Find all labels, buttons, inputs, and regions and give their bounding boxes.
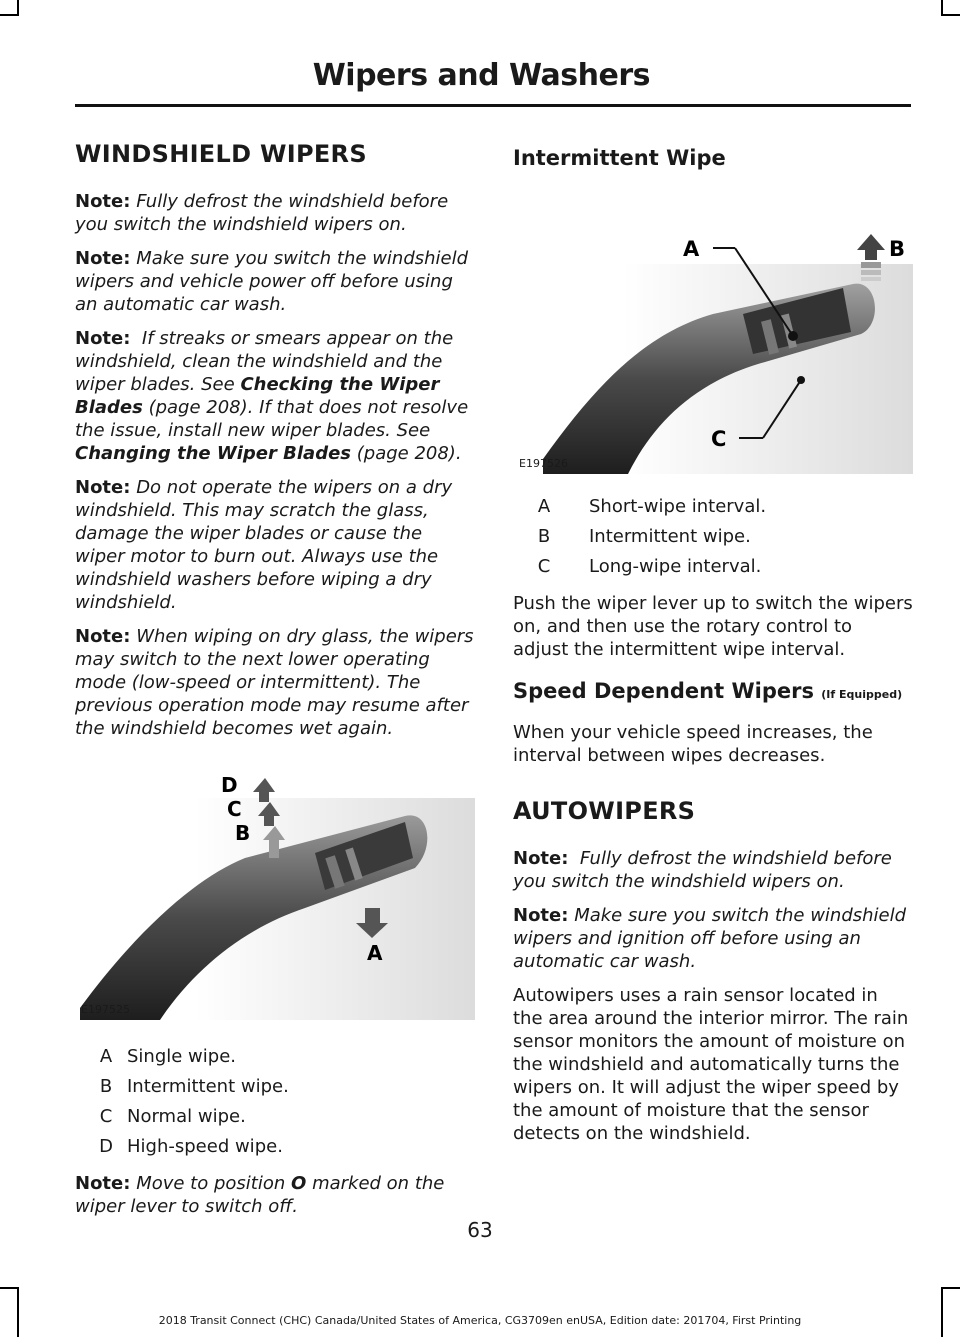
subheading-text: Speed Dependent Wipers <box>513 679 814 703</box>
note-text: marked on the wiper lever to switch off. <box>75 1173 445 1217</box>
legend-key: C <box>99 1106 113 1127</box>
position-o-label: O <box>291 1173 307 1194</box>
crop-mark <box>941 0 943 16</box>
note-text: When wiping on dry glass, the wipers may switch to the next lower operating mode (low-speed or intermittent). The previous operation mode may resume after the windshield becomes wet again. <box>75 626 474 739</box>
legend-text: High-speed wipe. <box>127 1136 283 1157</box>
note-label: Note: <box>75 1173 131 1194</box>
left-column <box>75 140 475 1229</box>
legend-text: Intermittent wipe. <box>127 1076 289 1097</box>
legend-row <box>513 552 913 582</box>
legend-table <box>513 492 913 582</box>
callout-d: D <box>221 773 238 797</box>
legend-row <box>513 492 913 522</box>
note-text: Move to position <box>136 1173 286 1194</box>
note-paragraph <box>75 1172 475 1218</box>
note-label: Note: <box>75 191 131 212</box>
callout-c: C <box>227 797 242 821</box>
body-paragraph: When your vehicle speed increases, the interval between wipes decreases. <box>513 722 873 766</box>
cross-reference-link[interactable]: Checking the Wiper Blades <box>75 374 440 418</box>
legend-row <box>513 522 913 552</box>
crop-mark <box>0 1287 18 1289</box>
legend-text: Single wipe. <box>127 1046 237 1067</box>
note-label: Note: <box>513 848 569 869</box>
crop-mark <box>0 14 18 16</box>
note-paragraph <box>75 327 475 465</box>
wiper-lever-figure <box>75 758 475 1020</box>
note-text: Fully defrost the windshield before you switch the windshield wipers on. <box>75 191 449 235</box>
legend-key: C <box>537 556 551 577</box>
note-text: (page 208). If that does not resolve the issue, install new wiper blades. See <box>75 397 469 441</box>
callout-b: B <box>235 821 251 845</box>
note-text: Do not operate the wipers on a dry windshield. This may scratch the glass, damage the wiper blades or cause the wiper motor to burn out. Always use the windshield washers before wiping a dry windshield. <box>75 477 453 613</box>
legend-key: D <box>99 1136 113 1157</box>
section-heading-windshield-wipers: WINDSHIELD WIPERS <box>75 140 367 168</box>
body-paragraph: Push the wiper lever up to switch the wipers on, and then use the rotary control to adjust the intermittent wipe interval. <box>513 593 913 660</box>
subheading-speed-dependent-wipers <box>513 679 913 703</box>
cross-reference-link[interactable]: Changing the Wiper Blades <box>75 443 352 464</box>
note-label: Note: <box>75 248 131 269</box>
legend-key: A <box>537 496 551 517</box>
note-paragraph <box>513 904 913 973</box>
header-rule <box>75 104 911 107</box>
page-footer: 2018 Transit Connect (CHC) Canada/United States of America, CG3709en enUSA, Edition date: 201704, First Printing <box>158 1314 802 1327</box>
crop-mark <box>17 0 19 16</box>
note-paragraph <box>75 625 475 740</box>
crop-mark <box>941 1287 943 1337</box>
legend-text: Intermittent wipe. <box>589 526 751 547</box>
note-label: Note: <box>75 626 131 647</box>
legend-row <box>75 1042 475 1072</box>
note-paragraph <box>75 476 475 614</box>
intermittent-wipe-figure <box>513 184 913 474</box>
wiper-lever-illustration <box>75 758 475 1020</box>
note-label: Note: <box>75 477 131 498</box>
callout-a: A <box>683 237 700 261</box>
note-label: Note: <box>513 905 569 926</box>
subheading-intermittent-wipe: Intermittent Wipe <box>513 146 726 170</box>
note-paragraph <box>513 847 913 893</box>
subheading-suffix: (If Equipped) <box>821 688 903 701</box>
figure-code: E197525 <box>81 1003 130 1016</box>
section-heading-autowipers: AUTOWIPERS <box>513 797 696 825</box>
legend-text: Long-wipe interval. <box>589 556 762 577</box>
crop-mark <box>17 1287 19 1337</box>
legend-key: A <box>99 1046 113 1067</box>
crop-mark <box>942 14 960 16</box>
page-header-title: Wipers and Washers <box>312 58 650 93</box>
legend-key: B <box>99 1076 113 1097</box>
note-text: Make sure you switch the windshield wipers and vehicle power off before using an automatic car wash. <box>75 248 469 315</box>
legend-text: Normal wipe. <box>127 1106 246 1127</box>
legend-table <box>75 1042 475 1162</box>
callout-a: A <box>367 941 383 965</box>
note-paragraph <box>75 190 475 236</box>
legend-key: B <box>537 526 551 547</box>
callout-b: B <box>889 237 906 261</box>
figure-code: E197526 <box>519 457 568 470</box>
note-paragraph <box>75 247 475 316</box>
note-text: (page 208). <box>356 443 462 464</box>
page-number: 63 <box>467 1218 493 1242</box>
note-label: Note: <box>75 328 131 349</box>
legend-text: Short-wipe interval. <box>589 496 767 517</box>
note-text: Make sure you switch the windshield wipers and ignition off before using an automatic car wash. <box>513 905 907 972</box>
legend-row <box>75 1132 475 1162</box>
callout-c: C <box>711 427 727 451</box>
body-paragraph: Autowipers uses a rain sensor located in the area around the interior mirror. The rain sensor monitors the amount of moisture on the windshield and automatically turns the wipers on. It will adjust the wiper speed by the amount of moisture that the sensor detects on the windshield. <box>513 985 909 1144</box>
note-text: Fully defrost the windshield before you switch the windshield wipers on. <box>513 848 892 892</box>
arrow-up-icon <box>857 234 885 281</box>
wiper-lever-rotary-illustration <box>513 184 913 474</box>
crop-mark <box>942 1287 960 1289</box>
right-column <box>513 146 913 1156</box>
note-text: If streaks or smears appear on the windshield, clean the windshield and the wiper blades. See <box>75 328 454 395</box>
legend-row <box>75 1072 475 1102</box>
legend-row <box>75 1102 475 1132</box>
